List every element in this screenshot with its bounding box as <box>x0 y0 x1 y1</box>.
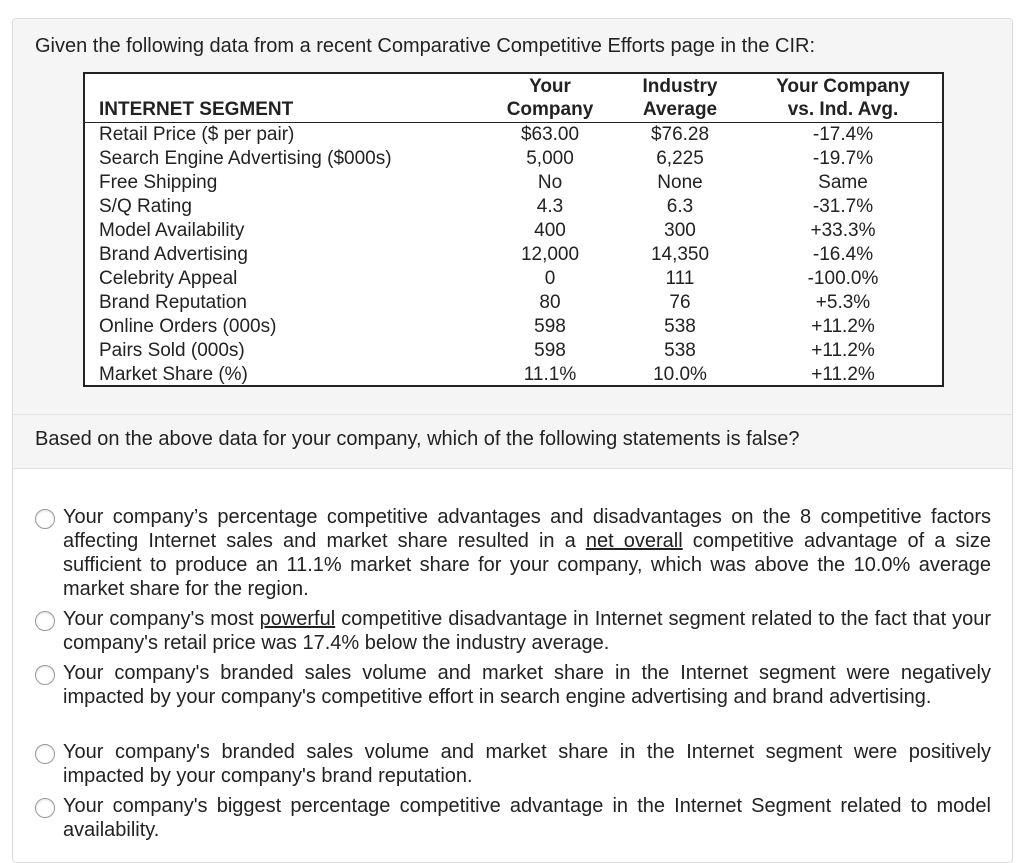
col-header-vs: Your Company vs. Ind. Avg. <box>776 76 910 120</box>
table-row: Brand Advertising 12,000 14,350 -16.4% <box>99 244 874 265</box>
comparative-efforts-table <box>83 72 944 387</box>
table-row: Brand Reputation 80 76 +5.3% <box>99 292 871 313</box>
data-panel <box>13 19 1012 414</box>
question-text: Based on the above data for your company, which of the following statements is false? <box>35 428 800 450</box>
table-row: Search Engine Advertising ($000s) 5,000 6,225 -19.7% <box>99 148 874 169</box>
option-text: Your company's branded sales volume and market share in the Internet segment were negatively impacted by your company's competitive effort in search engine advertising and brand advertising. <box>63 662 991 708</box>
col-header-company: Your Company <box>506 76 594 120</box>
option-text: Your company's branded sales volume and market share in the Internet segment were positively impacted by your company's brand reputation. <box>63 741 991 787</box>
col-header-industry: Industry Average <box>642 76 718 120</box>
option-text: Your company's biggest percentage competitive advantage in the Internet Segment related to model availability. <box>63 795 991 841</box>
question-card <box>12 18 1013 863</box>
option-text: Your company’s percentage competitive advantages and disadvantages on the 8 competitive factors affecting Internet sales and market share resulted in a net overall competitive advantage of a size sufficient to produce an 11.1% market share for your company, which was above the 10.0% average market share for the region. <box>63 506 991 600</box>
table-row: Market Share (%) 11.1% 10.0% +11.2% <box>99 364 875 385</box>
question-bar <box>13 414 1012 469</box>
table-row: Retail Price ($ per pair) $63.00 $76.28 -17.4% <box>99 124 874 145</box>
option-text: Your company's most powerful competitive disadvantage in Internet segment related to the fact that your company's retail price was 17.4% below the industry average. <box>63 608 992 654</box>
table-row: Model Availability 400 300 +33.3% <box>99 220 876 241</box>
intro-text: Given the following data from a recent Comparative Competitive Efforts page in the CIR: <box>35 35 816 57</box>
radio-button[interactable] <box>35 611 55 631</box>
table-row: Online Orders (000s) 598 538 +11.2% <box>99 316 875 337</box>
table-row: S/Q Rating 4.3 6.3 -31.7% <box>99 196 874 217</box>
radio-button[interactable] <box>35 798 55 818</box>
table-row: Free Shipping No None Same <box>99 172 868 193</box>
radio-button[interactable] <box>35 509 55 529</box>
radio-button[interactable] <box>35 744 55 764</box>
segment-header: INTERNET SEGMENT <box>99 99 294 120</box>
radio-button[interactable] <box>35 665 55 685</box>
table-row: Pairs Sold (000s) 598 538 +11.2% <box>99 340 875 361</box>
table-row: Celebrity Appeal 0 111 -100.0% <box>99 268 879 289</box>
